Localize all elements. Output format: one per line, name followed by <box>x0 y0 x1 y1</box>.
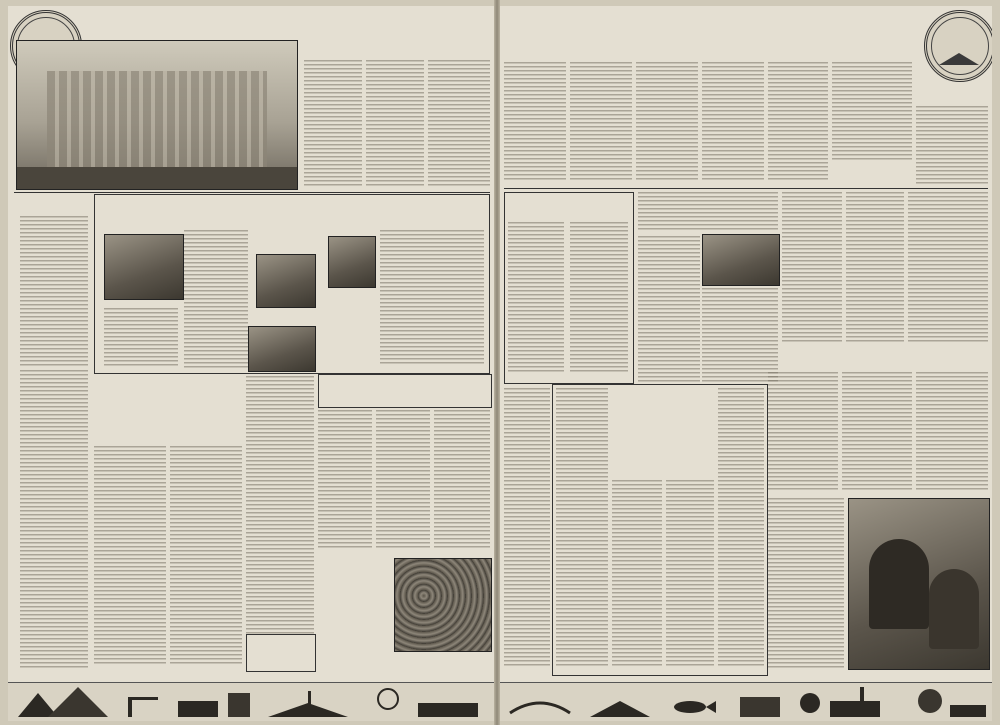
crowd-photo <box>394 558 492 652</box>
volcano-icon <box>48 687 108 717</box>
article-column <box>666 480 714 668</box>
footer-illustration-right <box>500 682 992 721</box>
article-column <box>20 370 88 670</box>
building-icon <box>178 701 218 717</box>
article-column <box>504 388 550 668</box>
right-page <box>500 6 992 721</box>
article-lead <box>638 192 778 232</box>
mast-icon <box>308 691 311 705</box>
article-column <box>832 62 912 162</box>
article-column <box>170 446 242 664</box>
city-panorama-illustration <box>8 683 494 721</box>
article-column <box>504 62 566 182</box>
article-column <box>612 480 662 668</box>
city-buildings-photo <box>16 40 298 190</box>
byline-box <box>246 634 316 672</box>
article-column <box>570 222 628 372</box>
fishermen-photo <box>848 498 990 670</box>
sun-icon <box>378 689 398 709</box>
chimney-icon <box>860 687 864 701</box>
factory-icon <box>830 701 880 717</box>
crane-icon <box>128 697 158 700</box>
article-column <box>366 60 424 186</box>
article-column <box>380 230 484 364</box>
article-column <box>638 236 700 384</box>
article-column <box>916 106 988 184</box>
fish-tail-icon <box>706 701 716 713</box>
article-column <box>304 60 362 186</box>
article-column <box>916 372 988 492</box>
boat-icon <box>590 701 650 717</box>
article-column <box>570 62 632 182</box>
article-column <box>104 308 178 368</box>
worker-portrait-icon <box>918 689 942 713</box>
building-icon <box>950 705 986 717</box>
article-column <box>184 230 248 370</box>
kapitan-title-box <box>318 374 492 408</box>
article-column <box>768 372 838 492</box>
portrait-photo <box>256 254 316 308</box>
harbour-panorama-illustration <box>500 683 992 721</box>
article-column <box>702 62 764 182</box>
building-icon <box>228 693 250 717</box>
article-column <box>376 410 430 550</box>
article-column <box>702 288 778 384</box>
article-column <box>846 192 904 342</box>
fish-icon <box>674 701 706 713</box>
volcano-icon <box>939 53 979 65</box>
footer-illustration-left <box>8 682 494 721</box>
article-column <box>768 498 844 668</box>
ship-icon <box>268 703 348 717</box>
article-column <box>636 62 698 182</box>
article-column <box>318 410 372 550</box>
article-column <box>508 222 564 372</box>
anniversary-emblem-right <box>924 10 992 82</box>
article-column <box>556 388 608 668</box>
building-icon <box>418 703 478 717</box>
left-page <box>8 6 494 721</box>
article-column <box>842 372 912 492</box>
article-column <box>94 446 166 664</box>
article-column <box>428 60 490 186</box>
article-column <box>768 62 828 182</box>
article-column <box>246 376 314 664</box>
article-column <box>718 388 764 668</box>
portrait-photo <box>248 326 316 372</box>
article-column <box>782 192 842 342</box>
article-column <box>908 192 988 342</box>
deer-icon <box>800 693 820 713</box>
portrait-photo <box>104 234 184 300</box>
net-icon <box>510 703 570 713</box>
building-icon <box>740 697 780 717</box>
taiga-photo <box>702 234 780 286</box>
article-column <box>20 216 88 366</box>
article-column <box>434 410 490 550</box>
portrait-photo <box>328 236 376 288</box>
